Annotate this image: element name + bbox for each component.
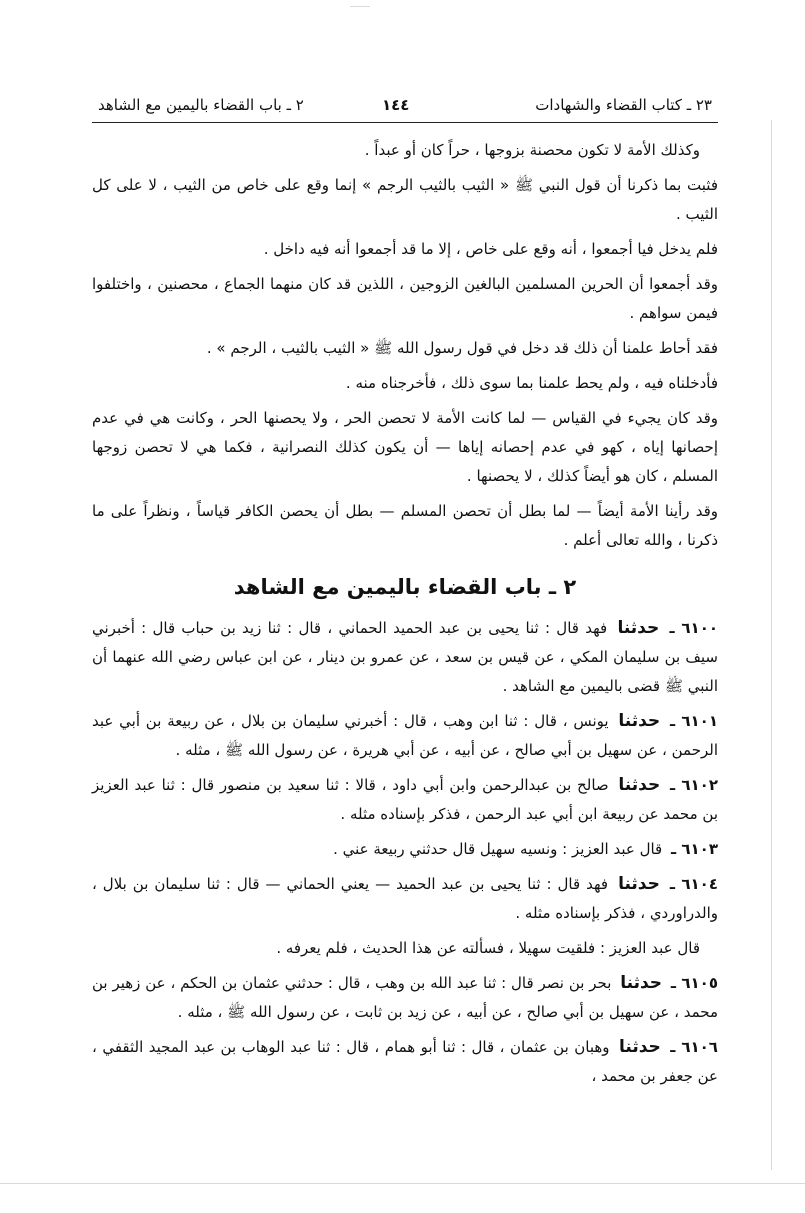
header-chapter-title: ٢ ـ باب القضاء باليمين مع الشاهد (98, 96, 304, 114)
hadith-text: فهد قال : ثنا يحيى بن عبد الحميد — يعني الحماني — قال : ثنا سليمان بن بلال ، والدراوردي ، فذكر بإسناده مثله . (92, 875, 718, 922)
hadith-number: ٦١٠٦ ـ (670, 1038, 718, 1056)
scan-right-edge-line (771, 120, 772, 1170)
hadith-entry (92, 870, 718, 928)
scan-edge-mark (350, 6, 370, 7)
hadith-marker: حدثنا (620, 973, 663, 993)
hadith-entry (92, 771, 718, 829)
paragraph: فقد أحاط علمنا أن ذلك قد دخل في قول رسول الله ﷺ « الثيب بالثيب ، الرجم » . (206, 339, 718, 357)
hadith-text: فهد قال : ثنا يحيى بن عبد الحميد الحماني ، قال : ثنا زيد بن حباب قال : أخبرني سيف بن سليمان المكي ، عن قيس بن سعد ، عن عمرو بن دينار ، عن ابن عباس رضي الله عنهما أن النبي ﷺ قضى باليمين مع الشاهد . (92, 619, 718, 695)
hadith-text: صالح بن عبدالرحمن وابن أبي داود ، قالا : ثنا سعيد بن منصور قال : ثنا عبد العزيز بن محمد عن ربيعة ابن أبي عبد الرحمن ، فذكر بإسناده مثله . (92, 776, 718, 823)
page-content (92, 136, 718, 1097)
page-header (92, 92, 718, 123)
hadith-number: ٦١٠١ ـ (669, 712, 718, 730)
hadith-number: ٦١٠٣ ـ (671, 840, 718, 858)
hadith-marker: حدثنا (617, 618, 660, 638)
paragraph: فأدخلناه فيه ، ولم يحط علمنا بما سوى ذلك ، فأخرجناه منه . (345, 374, 718, 392)
hadith-number: ٦١٠٢ ـ (670, 776, 718, 794)
hadith-number: ٦١٠٥ ـ (670, 974, 718, 992)
hadith-marker: حدثنا (618, 711, 661, 731)
paragraph: وقد أجمعوا أن الحرين المسلمين البالغين الزوجين ، اللذين قد كان منهما الجماع ، محصنين ، واختلفوا فيمن سواهم . (92, 275, 718, 322)
chapter-heading: ٢ ـ باب القضاء باليمين مع الشاهد (233, 575, 577, 599)
scan-bottom-edge-line (0, 1183, 805, 1184)
paragraph: وقد كان يجيء في القياس — لما كانت الأمة لا تحصن الحر ، ولا يحصنها الحر ، وكانت هي في عدم إحصانها إياه ، كهو في عدم إحصانه إياها — أن يكون كذلك النصرانية ، فكما هي لا تحصن زوجها المسلم ، كان هو أيضاً كذلك ، لا يحصنها . (92, 409, 718, 485)
hadith-entry (92, 1033, 718, 1091)
paragraph: فثبت بما ذكرنا أن قول النبي ﷺ « الثيب بالثيب الرجم » إنما وقع على خاص من الثيب ، لا على كل الثيب . (92, 176, 718, 223)
hadith-text: وهبان بن عثمان ، قال : ثنا أبو همام ، قال : ثنا عبد الوهاب بن عبد المجيد الثقفي ، عن جعفر بن محمد ، (92, 1038, 718, 1085)
hadith-text: قال عبد العزيز : ونسيه سهيل قال حدثني ربيعة عني . (333, 840, 663, 858)
header-book-title: ٢٣ ـ كتاب القضاء والشهادات (535, 96, 712, 114)
paragraph: وكذلك الأمة لا تكون محصنة بزوجها ، حراً كان أو عبداً . (364, 141, 700, 159)
hadith-entry (92, 614, 718, 701)
hadith-number: ٦١٠٤ ـ (669, 875, 718, 893)
hadith-text: بحر بن نصر قال : ثنا عبد الله بن وهب ، قال : حدثني عثمان بن الحكم ، عن زهير بن محمد ، عن سهيل بن أبي صالح ، عن أبيه ، عن زيد بن ثابت ، عن رسول الله ﷺ ، مثله . (92, 974, 718, 1021)
paragraph: فلم يدخل فيا أجمعوا ، أنه وقع على خاص ، إلا ما قد أجمعوا أنه فيه داخل . (263, 240, 718, 258)
paragraph: وقد رأينا الأمة أيضاً — لما بطل أن تحصن المسلم — بطل أن يحصن الكافر قياساً ، ونظراً على ما ذكرنا ، والله تعالى أعلم . (92, 502, 718, 549)
hadith-entry (92, 835, 718, 864)
hadith-marker: حدثنا (619, 1037, 661, 1057)
hadith-marker: حدثنا (618, 775, 661, 795)
hadith-number: ٦١٠٠ ـ (669, 619, 719, 637)
header-page-number: ١٤٤ (382, 96, 410, 114)
hadith-text: يونس ، قال : ثنا ابن وهب ، قال : أخبرني سليمان بن بلال ، عن ربيعة بن أبي عبد الرحمن ، عن سهيل بن أبي صالح ، عن أبيه ، عن أبي هريرة ، عن رسول الله ﷺ ، مثله . (92, 712, 718, 759)
hadith-entry (92, 707, 718, 765)
hadith-note: قال عبد العزيز : فلقيت سهيلا ، فسألته عن هذا الحديث ، فلم يعرفه . (276, 939, 700, 957)
hadith-marker: حدثنا (618, 874, 660, 894)
hadith-entry (92, 969, 718, 1027)
